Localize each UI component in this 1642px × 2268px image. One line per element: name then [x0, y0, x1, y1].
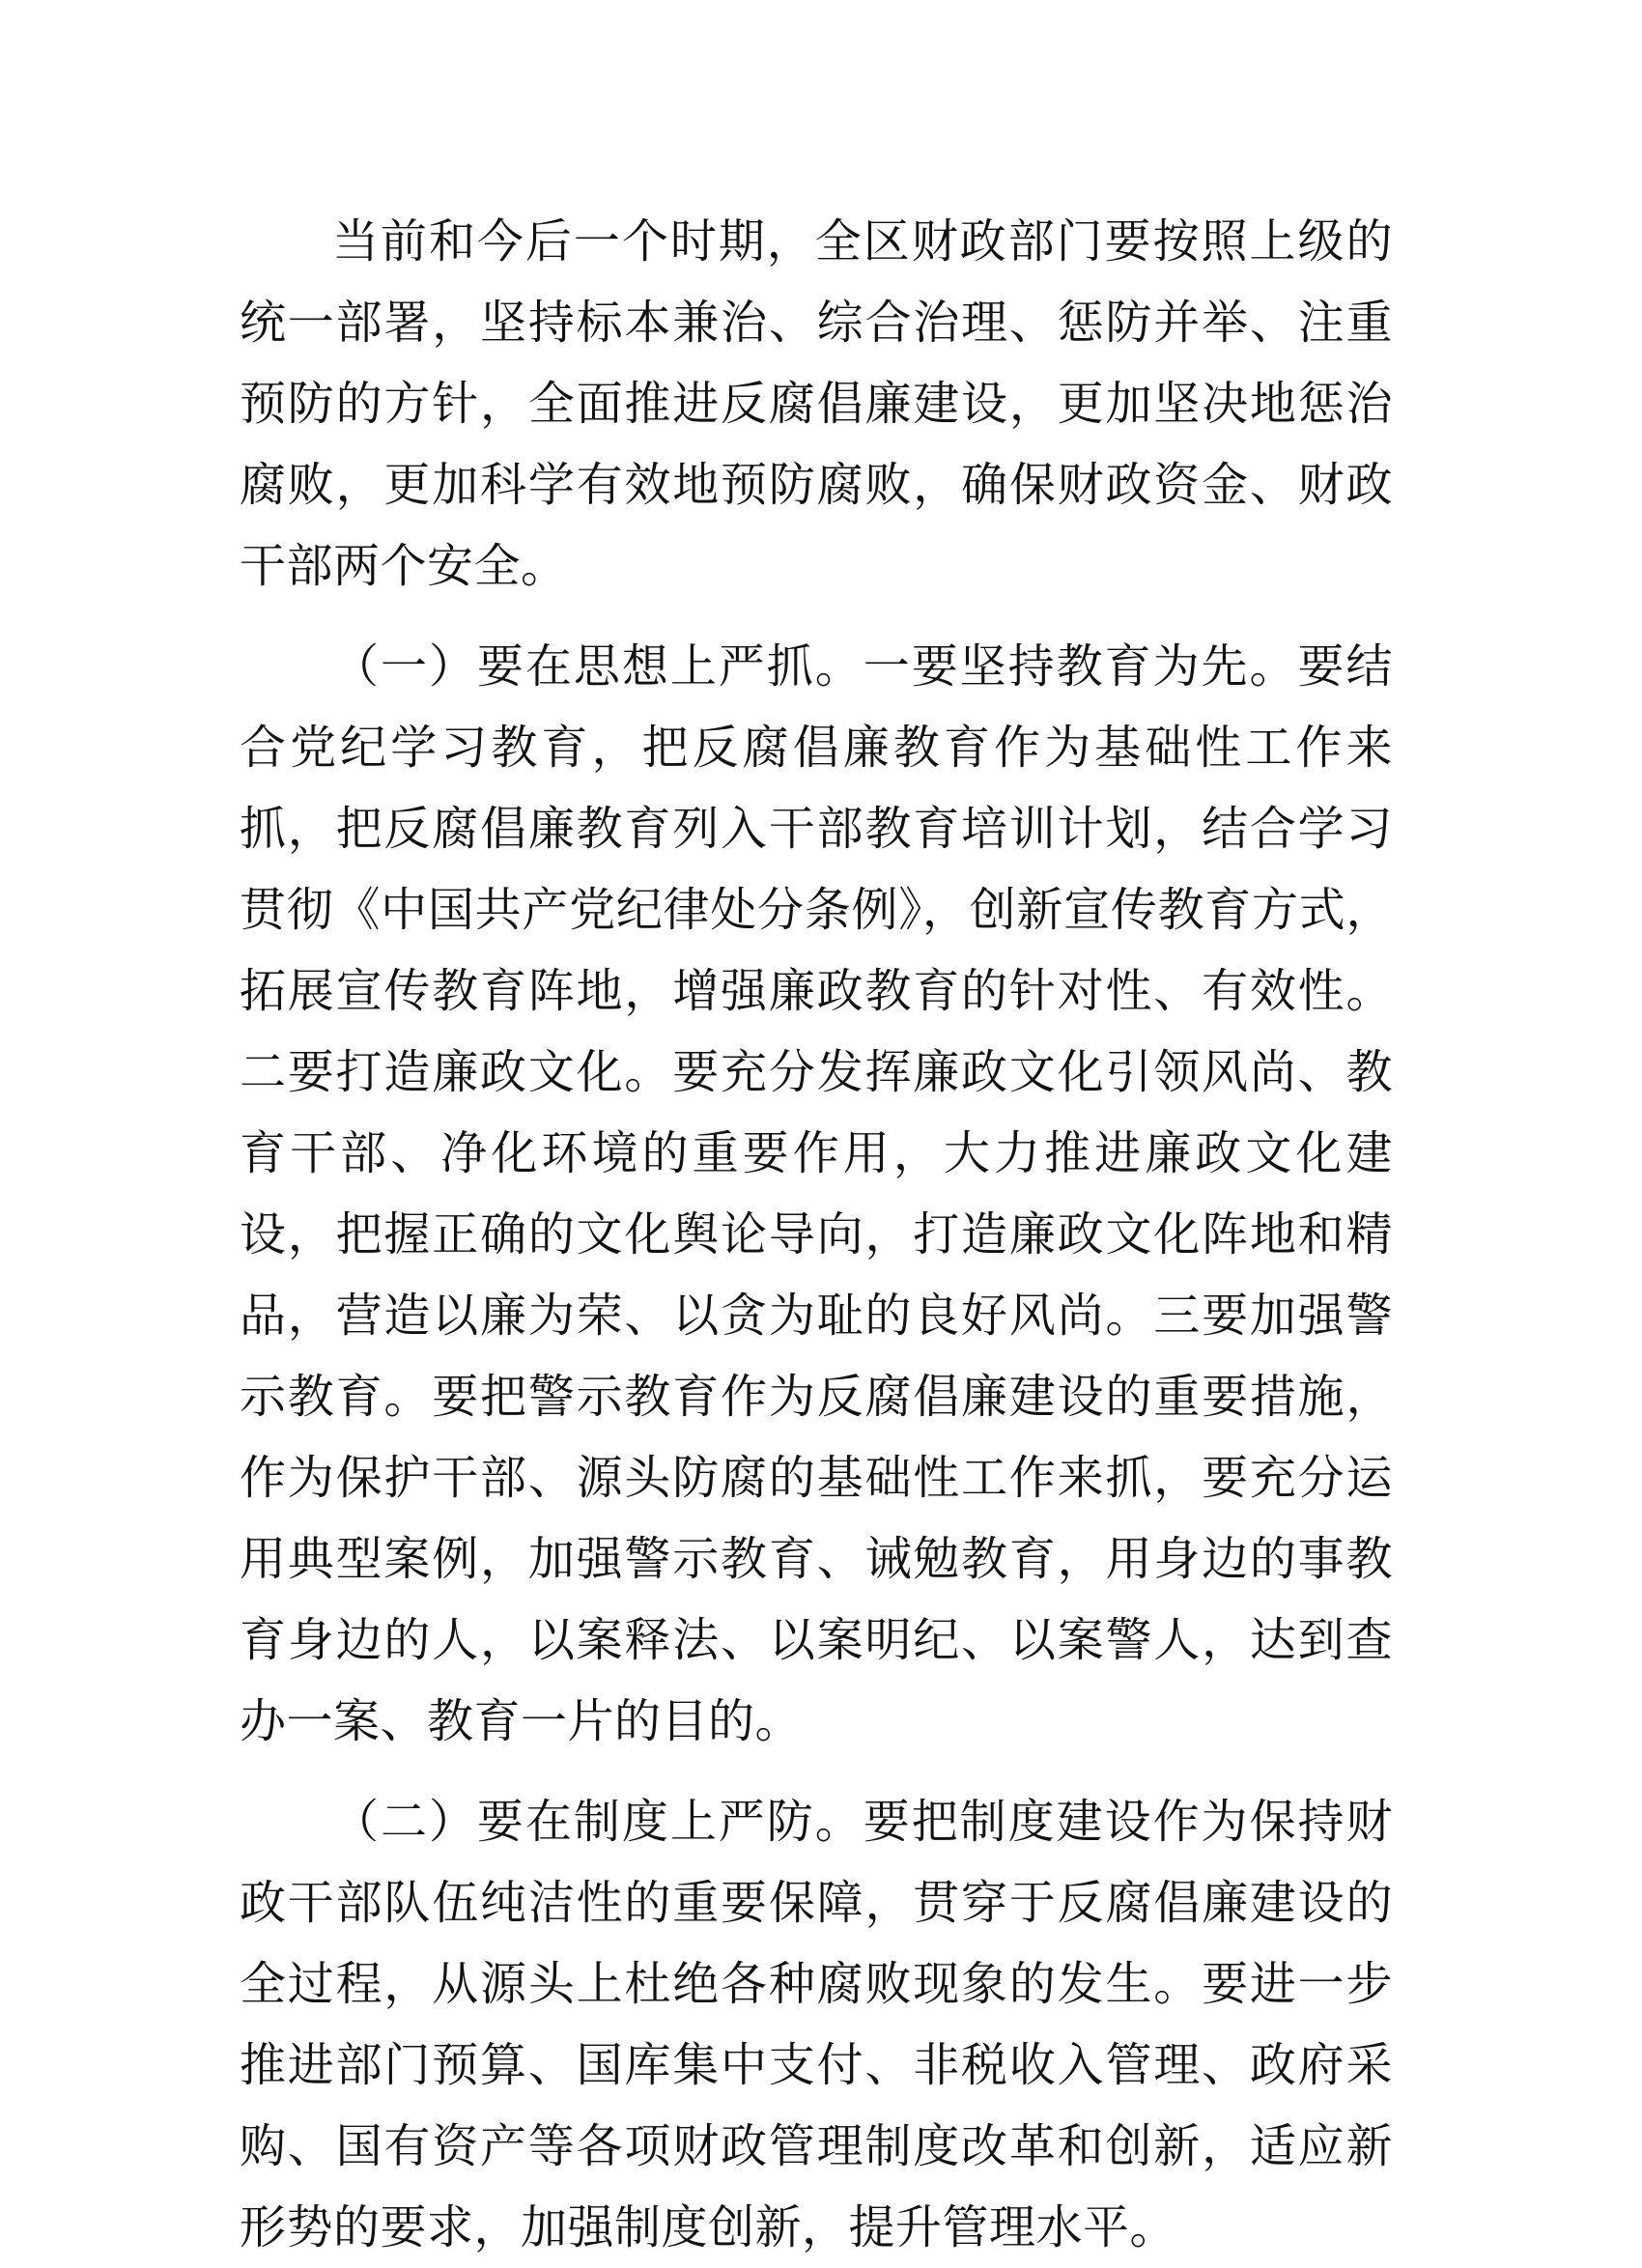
paragraph-section-1: （一）要在思想上严抓。一要坚持教育为先。要结合党纪学习教育，把反腐倡廉教育作为基础性工作来抓，把反腐倡廉教育列入干部教育培训计划，结合学习贯彻《中国共产党纪律处分条例》，创新宣传教育方式，拓展宣传教育阵地，增强廉政教育的针对性、有效性。二要打造廉政文化。要充分发挥廉政文化引领风尚、教育干部、净化环境的重要作用，大力推进廉政文化建设，把握正确的文化舆论导向，打造廉政文化阵地和精品，营造以廉为荣、以贪为耻的良好风尚。三要加强警示教育。要把警示教育作为反腐倡廉建设的重要措施，作为保护干部、源头防腐的基础性工作来抓，要充分运用典型案例，加强警示教育、诫勉教育，用身边的事教育身边的人，以案释法、以案明纪、以案警人，达到查办一案、教育一片的目的。	[240, 639, 1393, 1748]
document-body	[240, 201, 1393, 2268]
paragraph-section-2: （二）要在制度上严防。要把制度建设作为保持财政干部队伍纯洁性的重要保障，贯穿于反腐倡廉建设的全过程，从源头上杜绝各种腐败现象的发生。要进一步推进部门预算、国库集中支付、非税收入管理、政府采购、国有资产等各项财政管理制度改革和创新，适应新形势的要求，加强制度创新，提升管理水平。	[240, 1795, 1393, 2254]
paragraph-intro: 当前和今后一个时期，全区财政部门要按照上级的统一部署，坚持标本兼治、综合治理、惩防并举、注重预防的方针，全面推进反腐倡廉建设，更加坚决地惩治腐败，更加科学有效地预防腐败，确保财政资金、财政干部两个安全。	[240, 214, 1393, 593]
